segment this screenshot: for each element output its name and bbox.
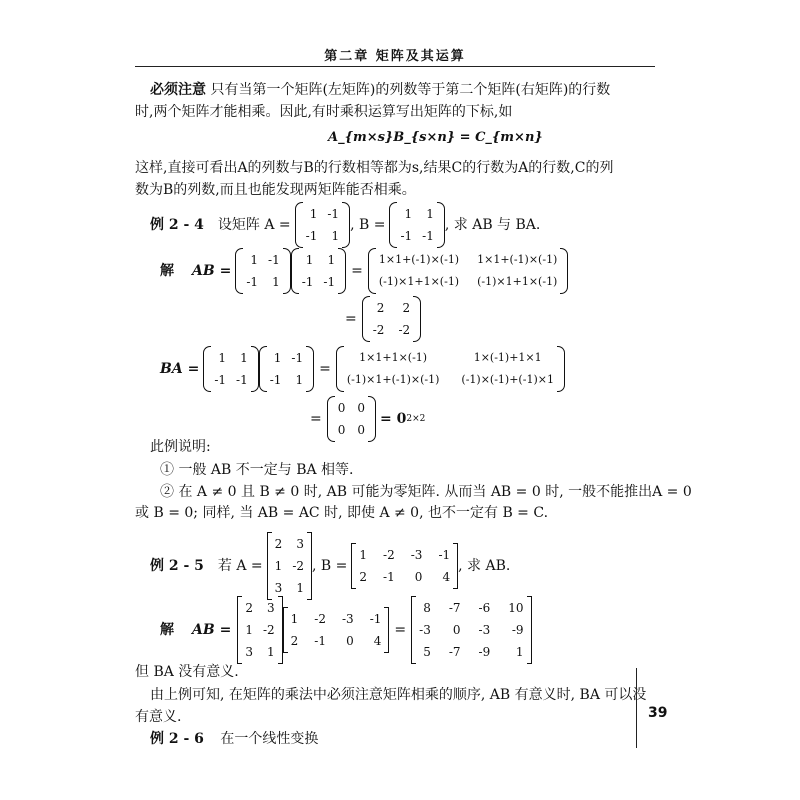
cell: 1 [515,645,524,659]
matrix-B-2-5-copy [283,607,390,653]
cell: 1×1+1×(-1) [359,351,428,364]
matrix-A-copy-2 [259,346,314,392]
cell: 0 [357,423,366,437]
ba-expansion-cells [344,346,557,392]
notice-formula: A_{m×s}B_{s×n} = C_{m×n} [328,130,543,145]
cell: -1 [236,373,248,387]
matrix-B-copy-2 [203,346,258,392]
cell: -2 [292,559,305,573]
cell: 5 [423,645,431,659]
cell: 1 [309,207,318,221]
cell: 1 [426,207,434,221]
cell: -3 [419,623,431,637]
cell: -3 [410,548,423,562]
cell: 1 [296,581,305,595]
cell: (-1)×1+1×(-1) [378,275,460,288]
cell: 2 [402,301,411,315]
example-2-4-label: 例 2 - 4 [150,217,204,233]
notice-label: 必须注意 [150,82,206,98]
cell: 1×1+(-1)×(-1) [378,253,460,266]
cell: -6 [478,601,491,615]
cell: 2 [245,601,253,615]
cell: 0 [337,401,346,415]
page-number: 39 [648,705,668,721]
cell: 1 [359,548,368,562]
ab-expansion-matrix [368,248,569,294]
example-2-4-text: 设矩阵 A = [217,217,291,233]
equals-sign: = [310,411,322,427]
ab-result-cells [370,296,413,342]
matrix-A-2-5 [267,532,312,600]
margin-rule [636,668,637,748]
cell: 1×(-1)+1×1 [473,351,542,364]
header-rule [135,66,655,67]
cell: -1 [314,634,326,648]
matrix-B-copy-cells [299,248,338,294]
ba-lhs: BA = [160,361,200,377]
cell: (-1)×1+(-1)×(-1) [346,373,440,386]
example-2-4-ask: , 求 AB 与 BA. [444,217,541,233]
notice-text-1: 只有当第一个矩阵(左矩阵)的列数等于第二个矩阵(右矩阵)的行数 [210,82,611,98]
running-header: 第二章 矩阵及其运算 [324,49,466,64]
cell: -2 [398,323,411,337]
cell: -9 [511,623,524,637]
ba-expansion-matrix [336,346,565,392]
cell: 2 [290,634,299,648]
cell: -1 [269,373,282,387]
cell: 0 [337,423,346,437]
remark-1: ① 一般 AB 不一定与 BA 相等. [160,462,354,478]
cell: (-1)×(-1)+(-1)×1 [461,373,554,386]
cell: 2 [376,301,385,315]
notice-line-1 [150,80,610,100]
matrix-A-copy [235,248,290,294]
cell: -7 [448,601,461,615]
cell: 1 [404,207,413,221]
remark-2-line-1: ② 在 A ≠ 0 且 B ≠ 0 时, AB 可能为零矩阵. 从而当 AB = 0 时, 一般不能推出A = 0 [160,484,692,500]
cell: 1 [331,229,340,243]
cell: (-1)×1+1×(-1) [477,275,558,288]
ab-2-5-result-cells [416,596,526,664]
cell: -2 [314,612,326,626]
ba-result-cells [335,396,368,442]
matrix-A-copy-cells [243,248,282,294]
tail-line-1: 但 BA 没有意义. [135,664,239,680]
cell: -1 [323,275,336,289]
cell: 1 [272,275,280,289]
solution-2-5-row [160,596,532,664]
cell: 1 [305,253,314,267]
notice-line-4: 数为B的列数,而且也能发现两矩阵能否相乘。 [135,182,416,198]
cell: -1 [369,612,382,626]
cell: 1 [327,253,336,267]
zero-matrix: = 0 [380,411,407,427]
notice-line-2: 时,两个矩阵才能相乘。因此,有时乘积运算写出矩阵的下标,如 [135,104,513,120]
tail-line-3: 有意义. [135,709,182,725]
cell: 1 [245,623,253,637]
matrix-A-2-4-cells [303,202,342,248]
ab-result-matrix [362,296,421,342]
cell: -1 [246,275,259,289]
cell: 2 [274,537,283,551]
cell: -2 [383,548,395,562]
example-2-6-label: 例 2 - 6 [150,731,204,747]
solution-2-5-label: 解 [160,622,174,638]
cell: 1×1+(-1)×(-1) [477,253,558,266]
matrix-B-2-4 [389,202,444,248]
cell: -1 [400,229,413,243]
matrix-A-2-5-copy [237,596,282,664]
remark-2-line-2: 或 B = 0; 同样, 当 AB = AC 时, 即使 A ≠ 0, 也不一定有 B = C. [135,505,549,521]
tail-line-2: 由上例可知, 在矩阵的乘法中必须注意矩阵相乘的顺序, AB 有意义时, BA 可以没 [150,687,647,703]
cell: -1 [291,351,304,365]
cell: -1 [383,570,395,584]
cell: -1 [438,548,451,562]
cell: 1 [295,373,304,387]
cell: -3 [342,612,354,626]
example-2-4 [150,202,540,248]
solution-ab-row [160,248,568,294]
cell: -2 [372,323,385,337]
cell: 4 [373,634,382,648]
cell: -7 [448,645,461,659]
matrix-A-copy-2-cells [267,346,306,392]
remarks-intro: 此例说明: [150,439,211,455]
cell: 3 [267,601,275,615]
matrix-A-2-5-cells [272,532,307,600]
example-2-5-text: 若 A = [217,558,263,574]
cell: -1 [327,207,340,221]
ba-result-row [305,396,425,442]
zero-matrix-subscript: 2×2 [406,414,426,424]
cell: -1 [305,229,318,243]
cell: 1 [240,351,248,365]
equals-sign: = [345,311,357,327]
matrix-B-2-5-copy-cells [288,607,385,653]
ab-result-row [340,296,421,342]
matrix-B-2-5-cells [356,543,453,589]
cell: -2 [262,623,275,637]
equals-sign: = [319,361,331,377]
example-2-5-sep: , B = [312,558,348,574]
matrix-B-copy [291,248,346,294]
cell: -3 [478,623,491,637]
example-2-5-label: 例 2 - 5 [150,558,204,574]
ab-expansion-cells [376,248,561,294]
cell: -9 [478,645,491,659]
solution-ba-row [160,346,565,392]
matrix-B-2-4-cells [397,202,436,248]
ab-lhs-2-5: AB = [192,622,232,638]
matrix-A-2-4 [295,202,350,248]
cell: 4 [442,570,451,584]
cell: 1 [267,645,275,659]
cell: 0 [452,623,461,637]
ab-lhs: AB = [192,263,232,279]
matrix-B-copy-2-cells [211,346,250,392]
example-2-6 [150,729,318,749]
cell: 8 [423,601,431,615]
solution-label: 解 [160,263,174,279]
cell: -1 [301,275,314,289]
cell: -1 [214,373,227,387]
cell: 1 [274,559,283,573]
cell: 3 [274,581,283,595]
equals-sign: = [394,622,407,638]
matrix-B-2-5 [351,543,458,589]
notice-line-3: 这样,直接可看出A的列数与B的行数相等都为s,结果C的行数为A的行数,C的列 [135,160,614,176]
example-2-5-ask: , 求 AB. [458,558,511,574]
cell: 1 [218,351,227,365]
cell: 3 [296,537,305,551]
ab-2-5-result-matrix [411,596,531,664]
equals-sign: = [351,263,363,279]
cell: 0 [414,570,423,584]
example-2-4-sep: , B = [350,217,386,233]
cell: 1 [290,612,299,626]
cell: 1 [273,351,282,365]
cell: 1 [250,253,259,267]
cell: 3 [245,645,253,659]
ba-result-matrix [327,396,376,442]
cell: 0 [357,401,366,415]
matrix-A-2-5-copy-cells [242,596,277,664]
cell: 0 [346,634,354,648]
cell: 2 [359,570,368,584]
cell: -1 [268,253,280,267]
cell: 10 [508,601,524,615]
cell: -1 [422,229,434,243]
example-2-6-text: 在一个线性变换 [220,731,319,747]
example-2-5 [150,532,510,600]
